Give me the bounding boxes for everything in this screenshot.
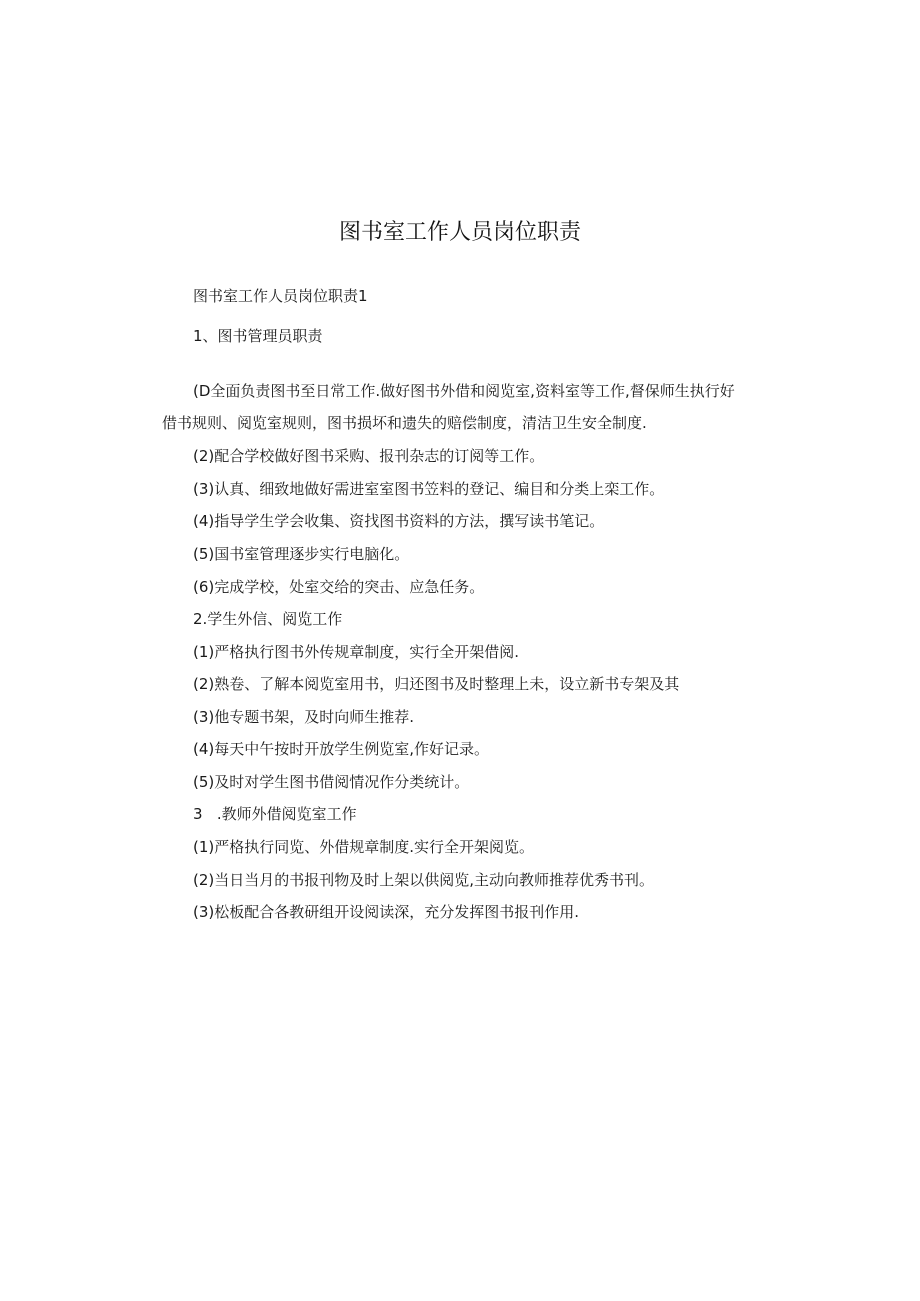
section-heading: 2.学生外信、阅览工作	[193, 610, 343, 628]
paragraph-line: (1)严格执行图书外传规章制度，实行全开架借阅.	[193, 643, 520, 661]
section-heading: 3 .教师外借阅览室工作	[193, 805, 357, 823]
paragraph-line: (1)严格执行同览、外借规章制度.实行全开架阅览。	[193, 838, 535, 856]
paragraph-line: (4)指导学生学会收集、资找图书资料的方法，撰写读书笔记。	[193, 512, 605, 530]
paragraph-line: (4)每天中午按时开放学生例览室,作好记录。	[193, 740, 490, 758]
document-subtitle: 图书室工作人员岗位职责1	[193, 287, 368, 305]
paragraph-line: (3)他专题书架，及时向师生推荐.	[193, 708, 415, 726]
paragraph-line: (5)及时对学生图书借阅情况作分类统计。	[193, 773, 470, 791]
paragraph-line: (3)松板配合各教研组开设阅读深，充分发挥图书报刊作用.	[193, 903, 580, 921]
paragraph-line: (2)当日当月的书报刊物及时上架以供阅览,主动向教师推荐优秀书刊。	[193, 871, 655, 889]
document-title: 图书室工作人员岗位职责	[338, 220, 581, 245]
paragraph-line: (D全面负责图书至日常工作.做好图书外借和阅览室,资料室等工作,督保师生执行好	[193, 382, 735, 400]
paragraph-line: (2)配合学校做好图书采购、报刊杂志的订阅等工作。	[193, 447, 545, 465]
paragraph-line: (6)完成学校，处室交给的突击、应急任务。	[193, 578, 485, 596]
paragraph-line: (3)认真、细致地做好需进室室图书笠料的登记、编目和分类上栾工作。	[193, 480, 665, 498]
section-heading: 1、图书管理员职责	[193, 327, 323, 345]
paragraph-line: (5)国书室管理逐步实行电脑化。	[193, 545, 410, 563]
paragraph-line: (2)熟卷、了解本阅览室用书，归还图书及时整理上未，设立新书专架及其	[193, 675, 680, 693]
paragraph-line: 借书规则、阅览室规则，图书损坏和遗失的赔偿制度，清洁卫生安全制度.	[162, 414, 647, 432]
